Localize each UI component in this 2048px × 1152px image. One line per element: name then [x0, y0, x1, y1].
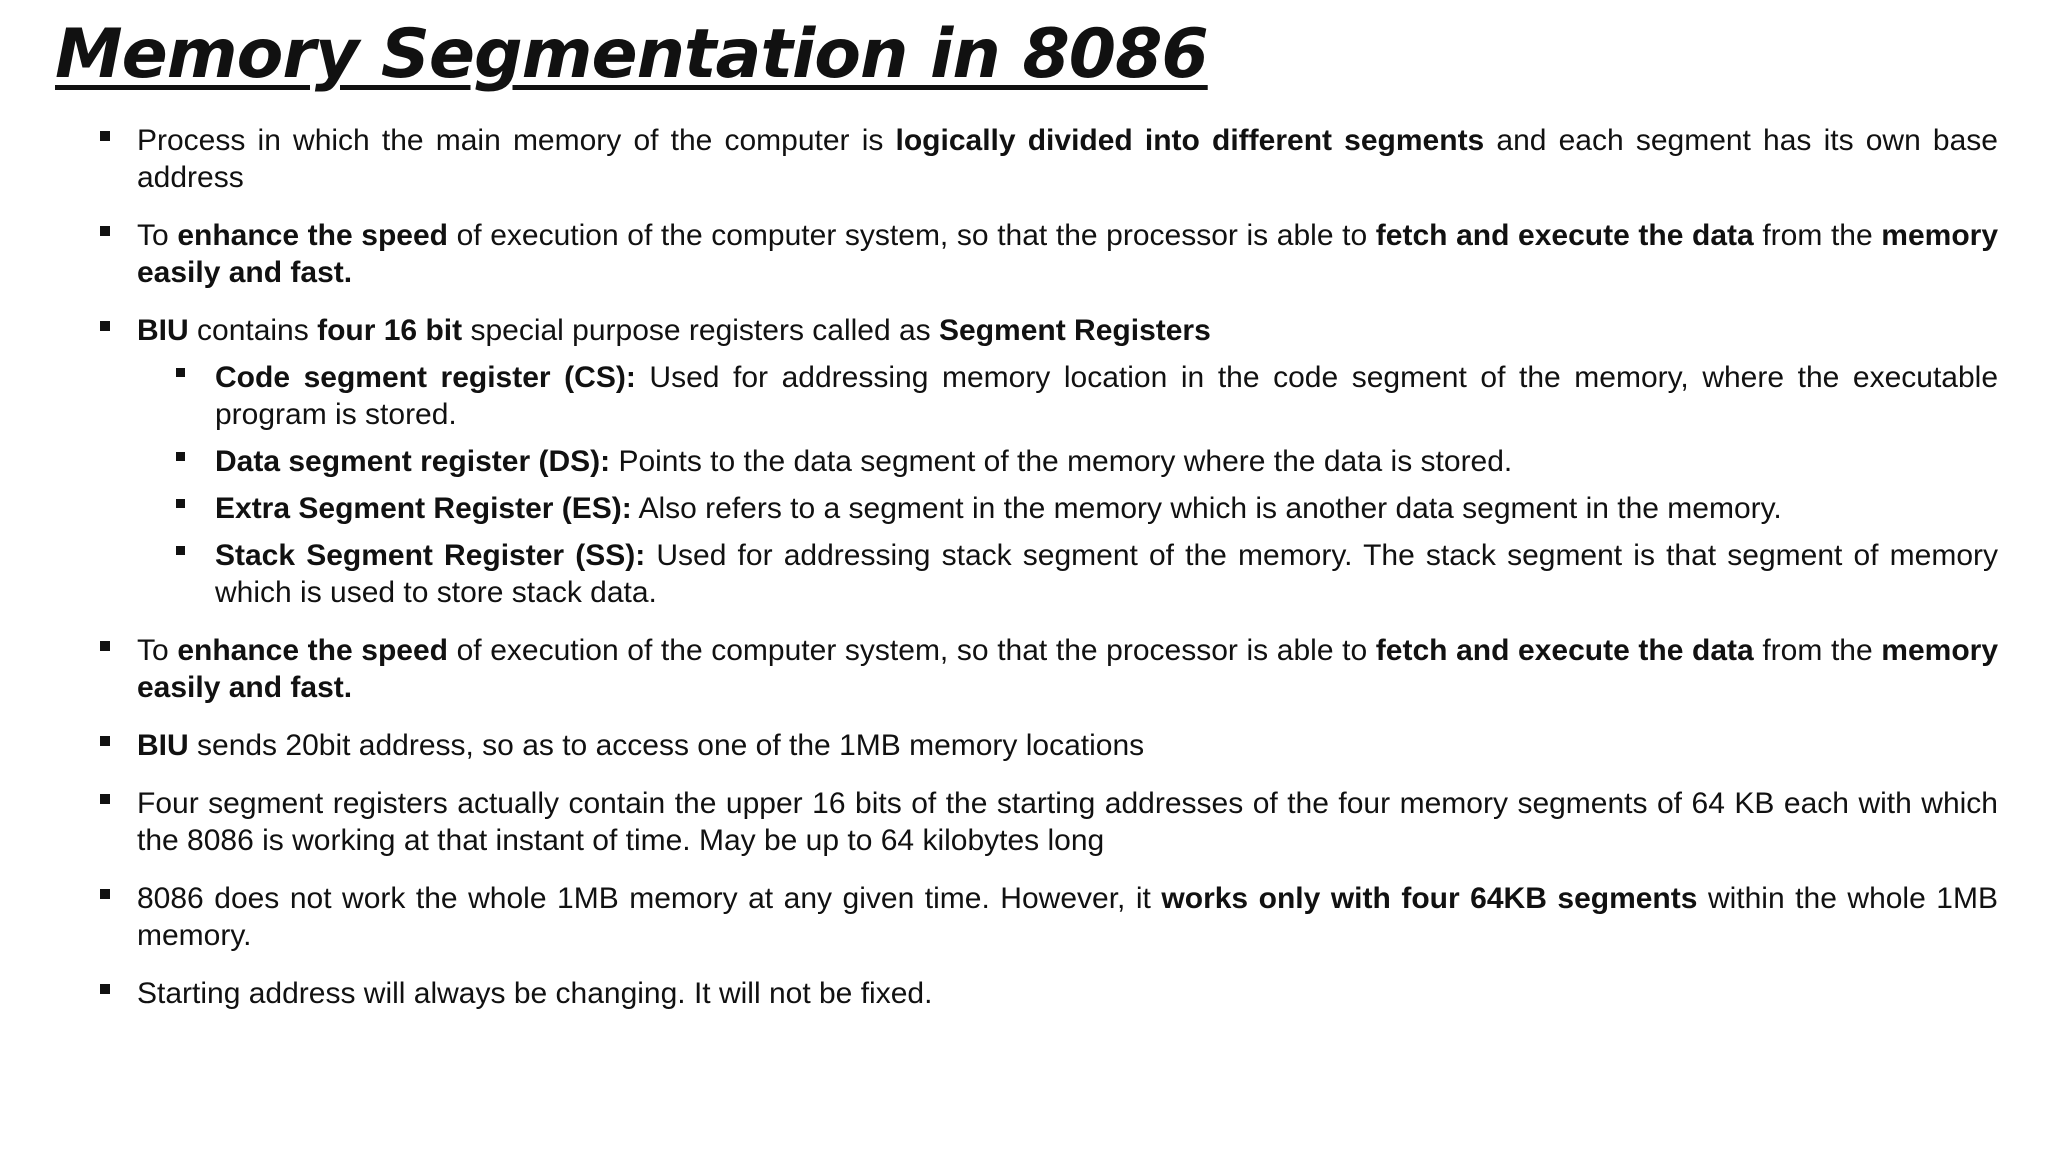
bullet-enhance-speed-repeat: [100, 632, 1998, 706]
sub-bullet-text: Used for addressing memory location in the code segment of the memory, where the executable program is stored.: [215, 361, 1999, 431]
bullet-bold-text: four 16 bit: [317, 314, 463, 347]
slide-title: Memory Segmentation in 8086: [55, 15, 1208, 94]
bullet-text: and each segment has its own base address: [137, 124, 1998, 194]
bullet-text: Starting address will always be changing. It will not be fixed.: [137, 977, 933, 1010]
bullet-text: To: [137, 634, 178, 667]
sub-bullet-label: Code segment register (CS):: [215, 361, 636, 394]
bullet-text: of execution of the computer system, so that the processor is able to: [447, 634, 1376, 667]
bullet-text: within the whole 1MB memory.: [137, 882, 1998, 952]
sub-bullet-code-segment: [176, 359, 1998, 433]
bullet-text: Four segment registers actually contain the upper 16 bits of the starting addresses of the four memory segments of 64 KB each with which the 8086 is working at that instant of time. May be up to 64 kilobytes long: [137, 787, 1998, 857]
sub-bullet-extra-segment: [176, 490, 1998, 527]
bullet-text: from the: [1753, 219, 1882, 252]
bullet-list: [100, 122, 1998, 1033]
sub-bullet-data-segment: [176, 443, 1998, 480]
bullet-segmentation-definition: [100, 122, 1998, 196]
bullet-text: contains: [188, 314, 318, 347]
bullet-bold-text: Segment Registers: [939, 314, 1211, 347]
bullet-four-64kb-segments: [100, 880, 1998, 954]
bullet-bold-text: BIU: [137, 314, 189, 347]
bullet-biu-address: [100, 727, 1998, 764]
segment-register-list: [137, 359, 1998, 611]
bullet-text: 8086 does not work the whole 1MB memory at any given time. However, it: [137, 882, 1162, 915]
bullet-bold-text: fetch and execute the data: [1375, 634, 1754, 667]
sub-bullet-label: Extra Segment Register (ES):: [215, 492, 632, 525]
bullet-bold-text: works only with four 64KB segments: [1161, 882, 1698, 915]
bullet-text: To: [137, 219, 178, 252]
sub-bullet-label: Stack Segment Register (SS):: [215, 539, 646, 572]
sub-bullet-text: Points to the data segment of the memory where the data is stored.: [610, 445, 1513, 478]
bullet-text: from the: [1753, 634, 1882, 667]
bullet-segment-registers: [100, 312, 1998, 611]
bullet-text: Process in which the main memory of the computer is: [137, 124, 896, 157]
bullet-bold-text: enhance the speed: [177, 634, 448, 667]
bullet-enhance-speed: [100, 217, 1998, 291]
sub-bullet-text: Used for addressing stack segment of the memory. The stack segment is that segment of memory which is used to store stack data.: [215, 539, 1998, 609]
bullet-text: special purpose registers called as: [462, 314, 940, 347]
bullet-bold-text: memory easily and fast.: [137, 219, 1998, 289]
bullet-bold-text: enhance the speed: [177, 219, 448, 252]
bullet-bold-text: logically divided into different segments: [895, 124, 1485, 157]
sub-bullet-text: Also refers to a segment in the memory which is another data segment in the memory.: [631, 492, 1782, 525]
bullet-upper-16-bits: [100, 785, 1998, 859]
sub-bullet-label: Data segment register (DS):: [215, 445, 611, 478]
bullet-text: sends 20bit address, so as to access one of the 1MB memory locations: [188, 729, 1145, 762]
bullet-bold-text: fetch and execute the data: [1375, 219, 1754, 252]
bullet-starting-address: [100, 975, 1998, 1012]
bullet-bold-text: memory easily and fast.: [137, 634, 1998, 704]
bullet-text: of execution of the computer system, so that the processor is able to: [447, 219, 1376, 252]
bullet-bold-text: BIU: [137, 729, 189, 762]
sub-bullet-stack-segment: [176, 537, 1998, 611]
